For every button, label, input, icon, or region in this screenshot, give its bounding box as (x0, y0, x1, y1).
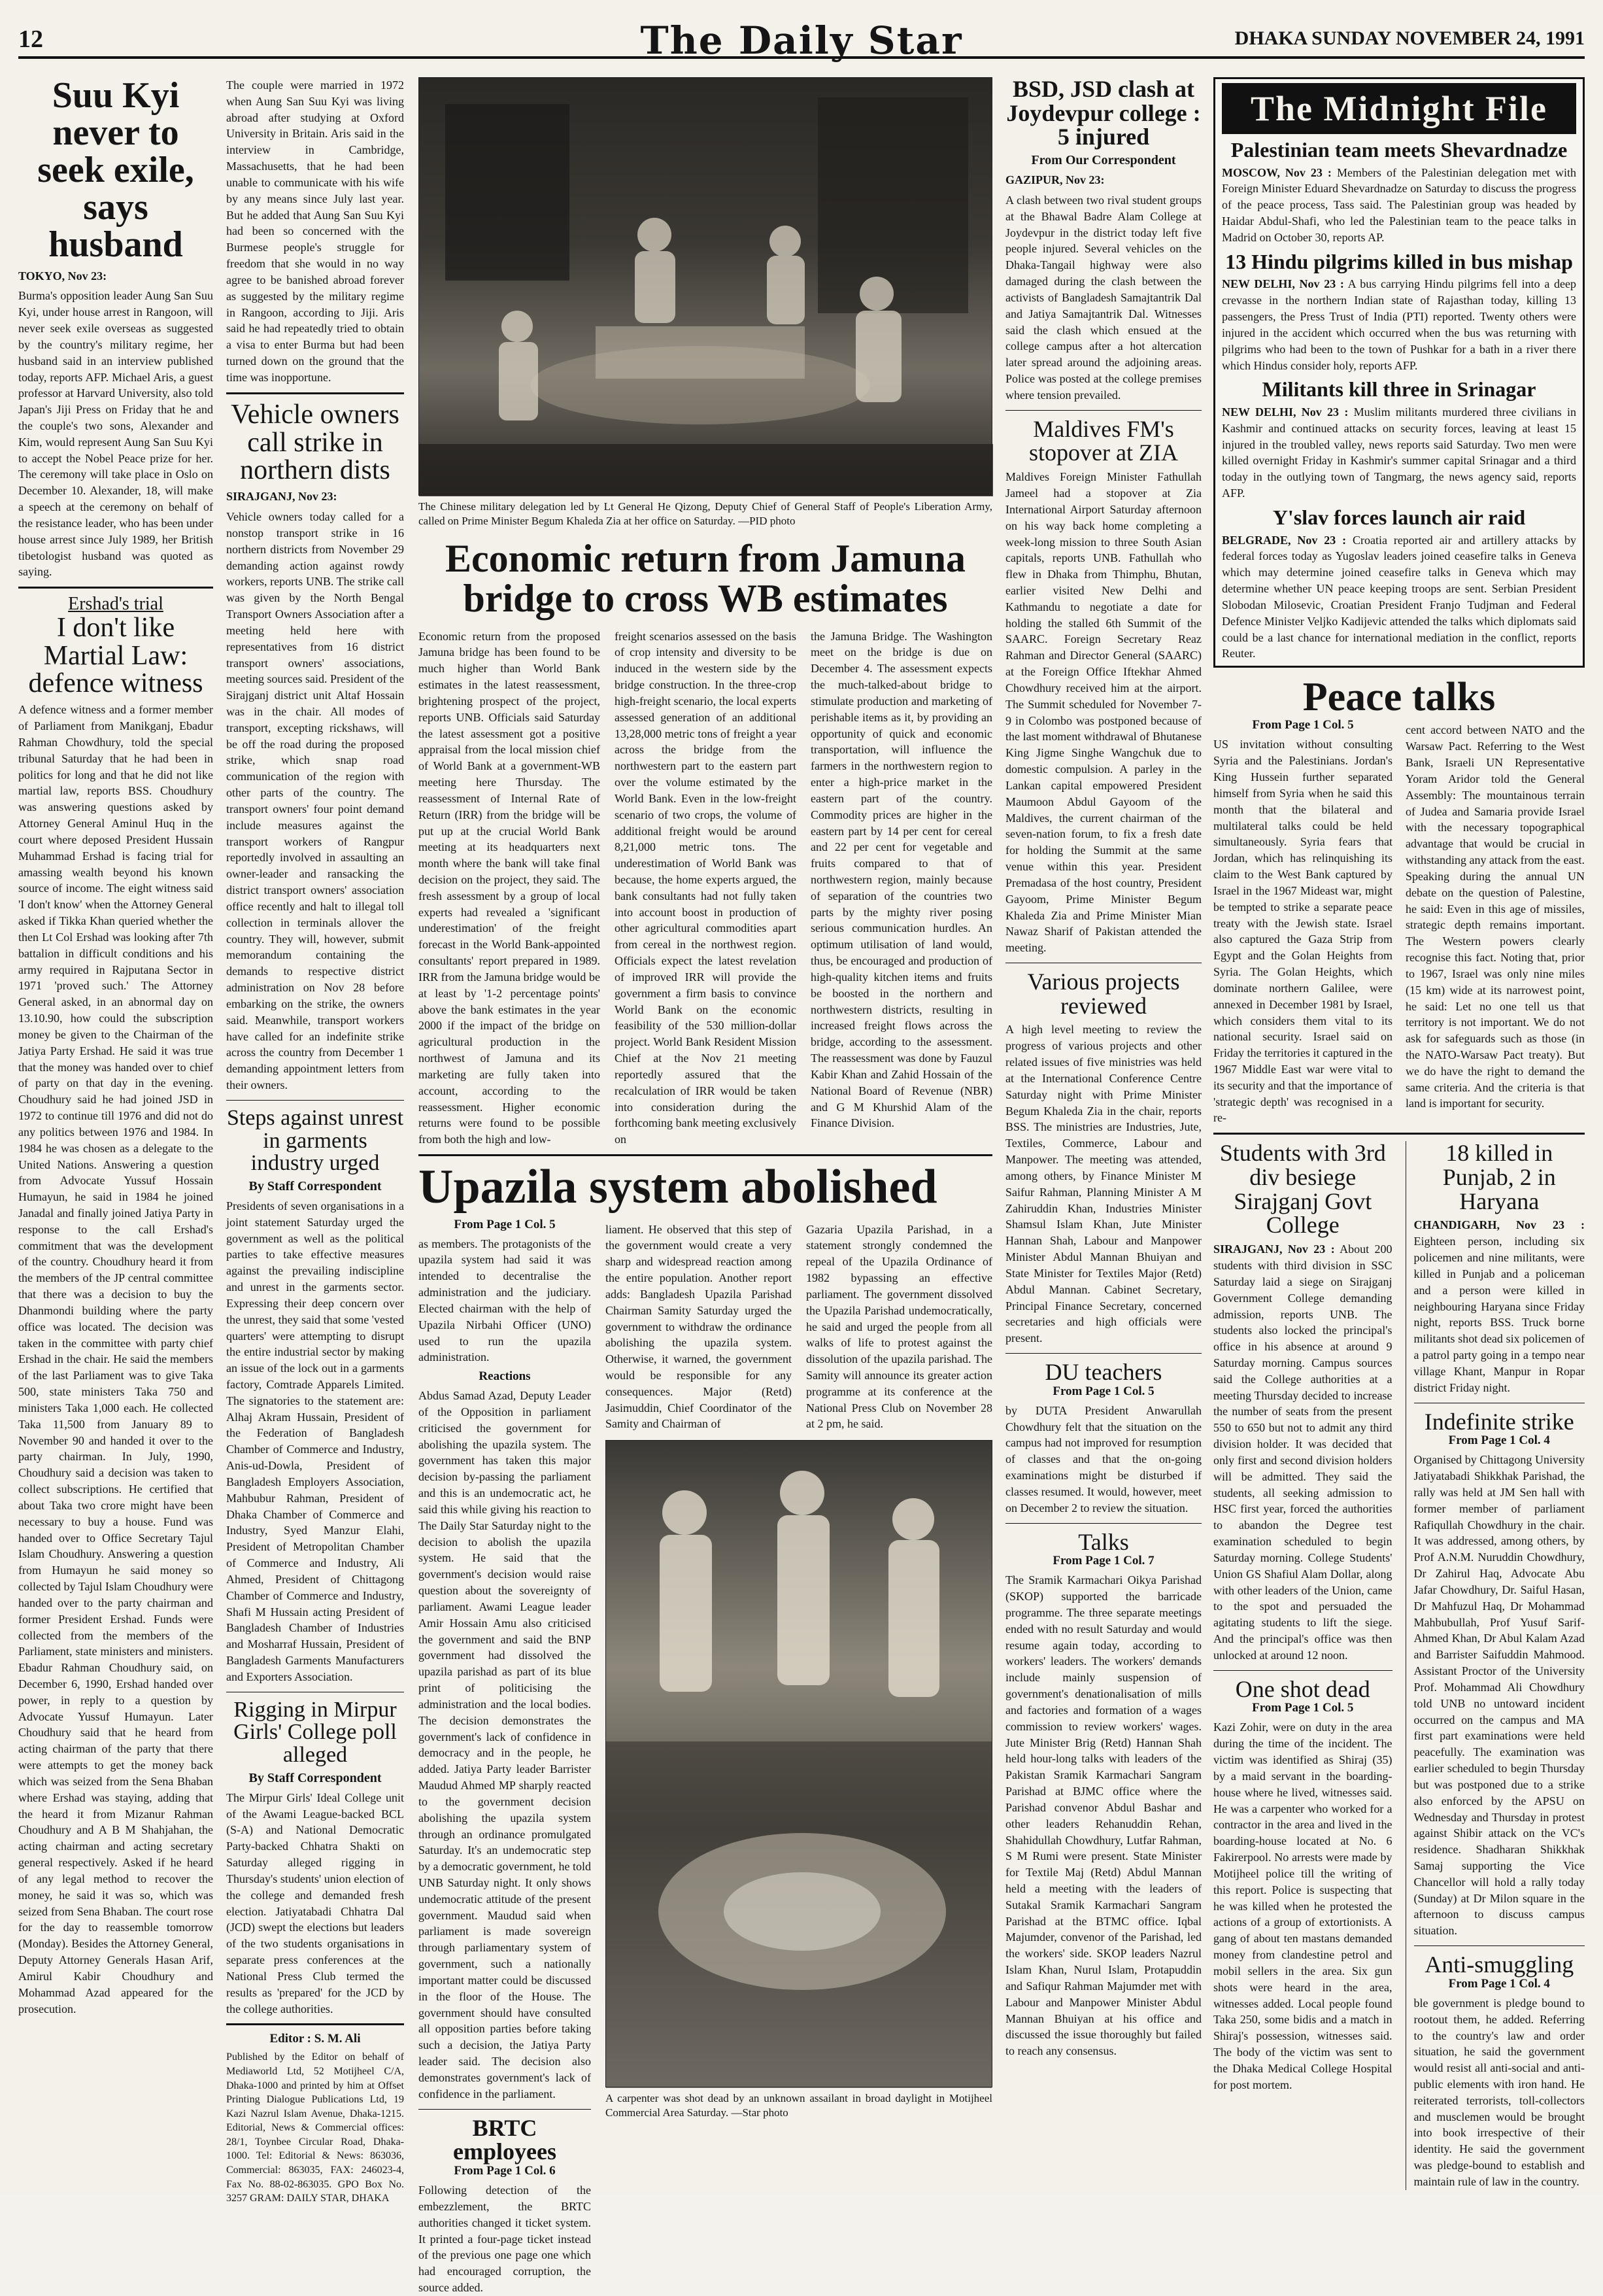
headline: Various projects reviewed (1027, 968, 1180, 1019)
article-body: cent accord between NATO and the Warsaw Pact. Referring to the West Bank, Israeli UN Representative Yoram Aridor told the General Assembly: The mountainous terrain of Judea and Samaria provide Israel with the necessary topographical advantage that would be crucial in withstanding any attack from the east. Speaking during the annual UN debate on the question of Palestine, he said: Even in this age of missiles, strategic depth remains important. The Western powers clearly recognise this fact. Noting that, prior to 1967, Israel was only nine miles (15 km) wide at its narrowest point, he said: Let no one tell us that territory is not important. We do not ask for safeguards such as those (in the NATO-Warsaw Pact treaty). But we do have the right to demand the same criteria. And the criteria is that land is important for security. (1406, 723, 1585, 1110)
carpenter-photo-art (606, 1441, 992, 2088)
upazila-column-1 (418, 1218, 591, 2296)
headline: BRTC employees (453, 2114, 556, 2165)
article-body: About 200 students with third division in SSC Saturday laid a siege on Sirajganj Government College demanding admission, reports UNB. The students also locked the principal's office in his absence at around 9 Saturday morning. Campus sources said the College authorities at a meeting Thursday decided to increase the number of seats from the present 550 to 650 but not to admit any third division holder. It was decided that only first and second division holders will be admitted. They said the students, all seeking admission to HSC first year, forced the authorities to abandon the Degree test examination scheduled to begin Saturday morning. College Students' Union GS Shafiul Alam Dollar, along with other leaders of the Union, came to the spot and persuaded the agitating students to lift the siege. And the principal's office was then unlocked at around 12 noon. (1213, 1242, 1392, 1662)
article-body: The Mirpur Girls' Ideal College unit of the Awami League-backed BCL (S-A) and National Democratic Party-backed Chhatra Shakti on Saturday alleged rigging in Thursday's students' union election of the college and demanded fresh election. Jatiyatabadi Chhatra Dal (JCD) swept the elections but leaders of the two students organisations in separate press conferences at the National Press Club termed the results as 'prepared' for the JCD by the college authorities. (226, 1791, 404, 2015)
jump-reference: From Page 1 Col. 5 (1252, 718, 1354, 732)
photo-carpenter (605, 1440, 992, 2087)
article-body: liament. He observed that this step of the government would create a very sharp and widespread reaction among the entire population. Another report adds: Bangladesh Upazila Parishad Chairman Samity Saturday urged the government to withdraw the ordinance abolishing the upazila system. Otherwise, it warned, the government would be responsible for any consequences. Major (Retd) Jasimuddin, Chief Coordinator of the Samity and Chairman of (605, 1222, 792, 1431)
headline: Y'slav forces launch air raid (1272, 505, 1526, 529)
lower-columns (1213, 1141, 1585, 2189)
divider (1005, 1523, 1202, 1524)
headline: Palestinian team meets Shevardnadze (1230, 138, 1568, 162)
article-body: The Sramik Karmachari Oikya Parishad (SKOP) supported the barricade programme. The three separate meetings ended with no result Saturday and would resume again today, according to workers' leaders. The workers' demands include mainly suspension of government's denationalisation of mills and factories and formation of a wages commission to review workers' wages. Jute Minister Brig (Retd) Hannan Shah held hour-long talks with leaders of the Pakistan Sramik Karmachari Sangram Parishad at BJMC office where the Parishad convenor Abdul Bashar and other leaders Rehanuddin Rehan, Shahidullah Chowdhury, Lutfar Rahman, S M Rumi were present. State Minister for Textile Maj (Retd) Abdul Mannan held a meeting with the leaders of Sutakal Sramik Karmachari Sangram Parishad at the BTMC office. Iqbal Majumder, convenor of the Parishad, led the workers' side. SKOP leaders Nazrul Islam Khan, Nurul Islam, Protapuddin and Safiqur Rahman Majumder met with Labour and Manpower Minister Abdul Mannan Bhuiyan at his office and discussed the issue thoroughly but failed to reach any consensus. (1005, 1573, 1202, 2058)
article-body: A high level meeting to review the progress of various projects and other related issues of five ministries was held at the International Conference Centre Saturday night with Prime Minister Begum Khaleda Zia in the chair, reports BSS. The ministries are Industries, Jute, Textiles, Commerce, Labour and Manpower. The meeting was attended, among others, by Finance Minister M Saifur Rahman, Planning Minister A M Zahiruddin Khan, Industries Minister Shamsul Islam Khan, Jute Minister Hannan Shah, Labour and Manpower Minister Abdul Mannan Bhuiyan and State Minister for Textiles Major (Retd) Abdul Mannan. Cabinet Secretary, Principal Finance Secretary, concerned secretaries and high officials were present. (1005, 1023, 1202, 1345)
divider (418, 2109, 591, 2110)
jump-reference: From Page 1 Col. 4 (1448, 1976, 1550, 1991)
divider (226, 2023, 404, 2025)
lower-right (1406, 1141, 1585, 2189)
column-1 (18, 77, 213, 2176)
headline: Militants kill three in Srinagar (1262, 377, 1536, 402)
divider (1213, 1670, 1392, 1671)
upazila-text-columns (605, 1218, 992, 1433)
byline: By Staff Correspondent (248, 1770, 382, 1785)
kicker: Ershad's trial (68, 594, 163, 615)
jump-reference: From Page 1 Col. 4 (1448, 1433, 1550, 1448)
jump-reference: From Page 1 Col. 5 (454, 1217, 556, 1231)
jump-reference: From Page 1 Col. 7 (1053, 1554, 1155, 1568)
article-body: US invitation without consulting Syria and the Palestinians. Jordan's King Hussein further separated himself from Syria when he said this month that the bilateral and multilateral talks could be held simultaneously. Syria fears that Jordan, which has relinquishing its claim to the West Bank captured by Israel in the 1967 Mideast war, might be tempted to strike a separate peace treaty with the Jewish state. Israel also captured the Gaza Strip from Egypt and the Golan Heights from Syria. The Golan Heights, which dominate northern Galilee, were annexed in December 1981 by Israel, which considers them vital to its national security. Israel said on Friday the territories it captured in the 1967 Middle East war were vital to its security and that the importance of 'strategic depth' was recognised in a re- (1213, 738, 1392, 1125)
headline: Maldives FM's stopover at ZIA (1029, 415, 1178, 466)
article-body: freight scenarios assessed on the basis of crop intensity and diversity to be induced in the western side by the bridge construction. In the three-crop high-freight scenario, the local experts assessed generation of an additional 13,28,000 metric tons of freight a year across the bridge from the northwestern part to the eastern part over the volume estimated by the World Bank. Even in the low-freight scenario of two crops, the volume of additional freight would be around 8,21,000 metric tons. The underestimation of World Bank was because, the home experts argued, the bank consultants had not fully taken into account boost in production of other agricultural commodities apart from cereal in the northwest region. Officials expect the latest revelation of improved IRR will provide the government a firm basis to convince World Bank on the economic feasibility of the 530 million-dollar project. World Bank Resident Mission Chief at the Nov 21 meeting reportedly assured that the recalculation of IRR would be taken into consideration during the forthcoming bank meeting exclusively on (615, 629, 796, 1146)
divider (418, 1154, 992, 1156)
headline: 13 Hindu pilgrims killed in bus mishap (1225, 249, 1573, 273)
article-body: Burma's opposition leader Aung San Suu Kyi, under house arrest in Rangoon, will never seek exile overseas as suggested by the country's military regime, her husband said in an interview published today, reports AFP. Michael Aris, a guest professor at Harvard University, also told Japan's Jiji Press on Friday that he and the couple's two sons, Alexander and Kim, would represent Aung San Suu Kyi to accept the Nobel Peace prize for her. The ceremony will take place in Oslo on December 10. Alexander, 18, will make a speech at the ceremony on behalf of the resistance leader, who has been under house arrest since July 1989, her British tibetologist husband was quoted as saying. (18, 289, 213, 579)
jump-reference: From Page 1 Col. 5 (1252, 1701, 1354, 1715)
issue-date: DHAKA SUNDAY NOVEMBER 24, 1991 (1234, 27, 1585, 49)
column-5 (1005, 77, 1202, 2176)
dateline: NEW DELHI, Nov 23 : (1222, 277, 1344, 291)
masthead (18, 18, 1585, 63)
headline: Talks (1078, 1528, 1129, 1555)
byline: From Our Correspondent (1031, 153, 1176, 168)
article-body: Croatia reported air and artillery attacks by federal forces today as Yugoslav leaders joined ceasefire talks in Geneva which may determine joined ceasefire talks in Geneva which may determine whether UN peace keeping troops are sent. Serbian President Slobodan Milosevic, Croatian President Franjo Tudjman and Federal Defence Minister Veljko Kadijevic attended the talks which diplomats said could be a last chance for international mediation in the conflict, reports Reuter. (1222, 533, 1577, 660)
headline: DU teachers (1045, 1359, 1162, 1386)
dateline: NEW DELHI, Nov 23 : (1222, 405, 1349, 419)
divider (226, 392, 404, 394)
upazila-right (605, 1218, 992, 2296)
article-body: A bus carrying Hindu pilgrims fell into a deep crevasse in the northern Indian state of Rajasthan today, killing 13 passengers, the Press Trust of India (PTI) reported. Twenty others were injured in the accident which occurred when the bus was returning with pilgrims who had been to the town of Pushkar for a bath in a river there which Hindus consider holy, reports AFP. (1222, 277, 1576, 372)
lead-headline: Economic return from Jamuna bridge to cross WB estimates (445, 537, 966, 621)
column-6 (1213, 77, 1585, 2188)
divider (1005, 410, 1202, 411)
article-body: Organised by Chittagong University Jatiyatabadi Shikkhak Parishad, the rally was held at JM Sen hall with former member of parliament Rafiqullah Chowdhury in the chair. It was addressed, among others, by Prof A.N.M. Nuruddin Chowdhury, Dr Zahirul Haq, Advocate Abu Jafar Chowdhury, Dr. Saiful Hasan, Dr Mahfuzul Haq, Dr Mohammad Mahbubullah, Prof Yusuf Sarif-Ahmed Khan, Dr Abul Kalam Azad and Barrister Saifuddin Mahmood. Assistant Proctor of the University Prof. Mohammad Ali Chowdhury told UNB no untoward incident occurred on the campus and MA first part examinations were held peacefully. The examination was earlier scheduled to begin Thursday but was postponed due to a strike also enforced by the APSU on Wednesday and Thursday in protest against Shibir attack on the VC's residence. Shadharan Shikkhak Samaj supporting the Vice Chancellor will hold a rally today (Sunday) at Dr Milon square in the afternoon to discuss campus situation. (1413, 1453, 1585, 1938)
article-body: Maldives Foreign Minister Fathullah Jameel had a stopover at Zia International Airport Saturday afternoon on his way back home completing a week-long mission to three South Asian capitals, reports UNB. Fathullah who flew in Dhaka from Thimphu, Bhutan, earlier visited New Delhi and Kathmandu to negotiate a date for holding the stalled 6th Summit of the SAARC. Foreign Secretary Reaz Rahman and Director General (SAARC) at the Foreign Office Iftekhar Ahmed Chowdhury received him at the airport. The Summit scheduled for November 7-9 in Colombo was postponed because of the last moment withdrawal of Bhutanese King Jigme Singhe Wangchuk due to domestic compulsion. A parley in the Lankan capital empowered President Maumoon Abdul Gayoom of the Maldives, the current chairman of the seven-nation forum, to fix a fresh date for holding the Summit at the same venue within this year. President Premadasa of the host country, President Gayoom, Prime Minister Begum Khaleda Zia and Prime Minister Mian Nawaz Sharif of Pakistan attended the meeting. (1005, 470, 1202, 955)
article-body: Gazaria Upazila Parishad, in a statement strongly condemned the repeal of the Upazila Ordinance of 1982 bypassing an effective parliament. The government dissolved the Upazila Parishad undemocratically, he said and urged the people from all walks of life to protest against the dissolution of the upazila parishad. The Samity will announce its greater action programme at its conference at the National Press Club on November 28 at 2 pm, he said. (806, 1222, 992, 1431)
divider (226, 1100, 404, 1101)
dateline: SIRAJGANJ, Nov 23: (226, 490, 337, 504)
article-body: A defence witness and a former member of Parliament from Manikganj, Ebadur Rahman Chowdhury, told the special tribunal Saturday that he had been in politics for long and that he did not like martial law, reports BSS. Choudhury was answering questions asked by Attorney General Aminul Huq in the court where deposed President Hussain Muhammad Ershad is facing trial for amassing wealth beyond his known source of income. The eight witness said 'I don't know' when the Attorney General asked if Tikka Khan queried whether the then Lt Col Ershad was looking after 7th battalion in difficult conditions and his army required in Rajputana Sector in 1971 'proved such.' The Attorney General asked, in an abnormal day on 13.10.90, how could the subscription money be given to the Chairman of the Jatiya Party Ershad. He said it was true that the money was handed over to chief of party on that day in the evening. Choudhury said he had joined JSD in 1972 to continue till 1976 and did not do any politics between 1976 and 1984. In 1984 he was chosen as a delegate to the United Nations. Answering a question from Advocate Yussuf Hossain Humayun, he said in 1984 he joined Janadal and finally joined Jatiya Party in response to the call Ershad's commitment that was the development of the country. Choudhury heard it from the members of the JP central committee that there was a decision to buy the Dhanmondi building where the party office was located. The decision was taken in the committee with party chief Ershad in the chair. He said the members of the last Parliament was to give Taka 500, state ministers Taka 750 and ministers Taka 1,000 each. He collected Taka 11,500 from January 89 to November 90 and handed it over to the party chairman. In July, 1990, Choudhury said a decision was taken to collect subscriptions. He certified that about Taka two crore might have been necessary to buy a house. Fund was handed over to Office Secretary Tajul Islam Choudhury. Answering a question from Humayun he said money so collected by Tajul Islam Choudhury were handed over to the party chairman and former President Ershad. Funds were collected from the members of the Parliament, state ministers and ministers. Ebadur Rahman Choudhury said, on December 6, 1990, Ershad handed over power, in reply to a question by Advocate Yussuf Humayun. Later Choudhury said that he heard from acting chairman of the party that there were attempts to get the money back which was seized from the Sena Bhaban where Ershad was staying, adding that the heard it from Mizanur Rahman Choudhury and A B M Shahjahan, the acting chairman and acting secretary general respectively. Asked if he heard of any legal method to recover the money, he said it was so, which was seized from Sena Bhaban. The court rose for the day to reassemble tomorrow (Monday). Besides the Attorney General, Deputy Attorney Generals Hasan Arif, Amirul Kabir Choudhury and Mohammad Azad appeared for the prosecution. (18, 703, 213, 2015)
headline: Students with 3rd div besiege Sirajganj Govt College (1219, 1140, 1386, 1239)
lower-left (1213, 1141, 1392, 2189)
article-body: the Jamuna Bridge. The Washington meet on the bridge is due on December 4. The assessment expects the much-talked-about bridge to stimulate production and marketing of perishable items as it, by providing an opportunity of quick and economic transportation, will influence the farmers in the northwestern region to enter a high-price market in the eastern part of the country. Commodity prices are higher in the eastern part by 14 per cent for cereal and 22 per cent for vegetable and fruits compared to that of northwestern region, mainly because of separation of the countries two parts by the mighty river posing serious communication hurdles. An optimum utilisation of land would, thus, be encouraged and production of high-quality kitchen items and fruits be boosted in the northern and northwestern districts, resulting in increased freight flows across the bridge, according to the assessment. The reassessment was done by Fauzul Kabir Khan and Zahid Hossain of the National Board of Revenue (NBR) and G M Khurshid Alam of the Finance Division. (811, 629, 992, 1130)
delegation-photo-art (419, 78, 993, 496)
article-body: Economic return from the proposed Jamuna bridge has been found to be much higher than World Bank estimates in the latest reassessment, brightening prospect of the project, reports UNB. Officials said Saturday the latest assessment got a positive appraisal from the local mission chief of World Bank at a government-WB meeting here Thursday. The reassessment of Internal Rate of Return (IRR) from the bridge will be put up at the crucial World Bank meeting at its headquarters next month where the bank will take final decision on the project, they said. The fresh assessment by a group of local experts had revealed a 'significant underestimation' of the freight forecast in the World Bank-appointed consultants' report prepared in 1989. IRR from the Jamuna bridge would be at least by '1-2 percentage points' above the bank estimates in the year 2000 if the impact of the bridge on agricultural production in the northwest of Jamuna and its marketing are fully taken into account, according to the reassessment. Higher economic returns were found to be possible from both the high and low- (418, 629, 600, 1146)
divider (1005, 1353, 1202, 1354)
article-body: Presidents of seven organisations in a joint statement Saturday urged the government as well as the political parties to take effective measures against the prevailing indiscipline and unrest in the garments sector. Expressing their deep concern over the unrest, they said that some 'vested quarters' were attempting to disrupt the entire industrial sector by making an issue of the lock out in a garments factory, Comtrade Apparels Limited. The signatories to the statement are: Alhaj Akram Hussain, President of the Federation of Bangladesh Chamber of Commerce and Industry, Anis-ud-Dowla, President of Bangladesh Employers Association, Mahbubur Rahman, President of Dhaka Chamber of Commerce and Industry, Syed Manzur Elahi, President of Metropolitan Chamber of Commerce and Industry, Ali Ahmed, President of Chittagong Chamber of Commerce and Industry, Shafi M Hussain acting President of Bangladesh Chamber of Industries and Mosharraf Hussain, President of Bangladesh Garments Manufacturers and Exporters Association. (226, 1199, 404, 1683)
headline: 18 killed in Punjab, 2 in Haryana (1442, 1140, 1556, 1214)
divider (1213, 1133, 1585, 1135)
article-body: as members. The protagonists of the upazila system had said it was intended to decentralise the administration and the judiciary. Elected chairman with the help of Upazila Nirbahi Officer (UNO) used to run the upazila administration. (418, 1237, 591, 1364)
article-body: Eighteen person, including six policemen and nine militants, were killed in Punjab and a policeman and a person were killed in neighbouring Haryana since Friday night, reports BSS. Truck borne militants shot dead six policemen of a patrol party going in a tempo near village Khant, Manpur in Ropar district Friday night. (1413, 1235, 1585, 1394)
photo-caption: The Chinese military delegation led by Lt General He Qizong, Deputy Chief of General Staff of People's Liberation Army, called on Prime Minister Begum Khaleda Zia at her office on Saturday. —PID photo (418, 500, 992, 528)
article-body: The couple were married in 1972 when Aung San Suu Kyi was living abroad after studying at Oxford University in Britain. Aris said in the interview in Cambridge, Massachusetts, that he had been unable to communicate with his wife by any means since July last year. But he added that Aung San Suu Kyi had been so concerned with the Burmese people's struggle for freedom that she would in no way agree to be banished abroad forever as suggested by the military regime in Rangoon, according to Jiji. Aris said he had repeatedly tried to obtain a visa to enter Burma but had been turned down on the ground that the time was inopportune. (226, 78, 404, 384)
headline: BSD, JSD clash at Joydevpur college : 5 injured (1006, 76, 1201, 150)
headline: I don't like Martial Law: defence witness (28, 612, 203, 699)
headline: One shot dead (1235, 1675, 1370, 1702)
jump-reference: From Page 1 Col. 6 (454, 2164, 556, 2178)
article-body: Following detection of the embezzlement, the BRTC authorities changed it ticket system. It printed a four-page ticket instead of the previous one page one which had encouraged corruption, the source added. (418, 2184, 591, 2294)
lead-columns (418, 625, 992, 1148)
center-block (418, 77, 992, 2294)
article-body: ble government is pledge bound to rootout them, he added. Referring to the country's law and order situation, he said the government would resist all anti-social and anti-public elements with iron hand. He reiterated terrorists, toll-collectors and musclemen would be brought into book irrespective of their identity. He said the government was pledge-bound to establish and maintain rule of law in the country. (1413, 1996, 1585, 2188)
photo-delegation (418, 77, 992, 496)
divider (1414, 1945, 1585, 1946)
editor-line: Editor : S. M. Ali (269, 2032, 361, 2046)
headline: Steps against unrest in garments industry urged (226, 1105, 404, 1176)
subhead: Reactions (479, 1369, 531, 1384)
dateline: MOSCOW, Nov 23 : (1222, 165, 1332, 179)
divider (18, 587, 213, 589)
headline: Rigging in Mirpur Girls' College poll alleged (233, 1697, 397, 1768)
dateline: BELGRADE, Nov 23 : (1222, 533, 1347, 547)
page-number: 12 (18, 26, 43, 53)
article-body: Kazi Zohir, were on duty in the area during the time of the incident. The victim was identified as Shiraj (35) by a maid servant in the boarding-house where he lived, witnesses said. He was a carpenter who worked for a contractor in the area and lived in the boarding-house located at No. 6 Fakirerpool. No arrests were made by Motijheel police till the writing of this report. Police is suspecting that he was killed when he protested the actions of a group of extortionists. A gang of about ten mastans demanded money from clandestine petrol and mobil sellers in the area. Six gun shots were heard in the area, witnesses added. Local people found Taka 250, some bidis and a match in Shiraj's possession, witnesses said. The body of the victim was sent to the Dhaka Medical College Hospital for post mortem. (1213, 1721, 1392, 2091)
jump-reference: From Page 1 Col. 5 (1053, 1384, 1155, 1398)
dateline: SIRAJGANJ, Nov 23 : (1213, 1242, 1335, 1256)
article-body: by DUTA President Anwarullah Chowdhury felt that the situation on the campus had not improved for resumption of classes and that the on-going examinations might be disturbed if classes resumed. It would, however, meet on December 2 to review the situation. (1005, 1403, 1202, 1515)
article-body: Abdus Samad Azad, Deputy Leader of the Opposition in parliament criticised the government for abolishing the upazila system. The government has taken this major decision by-passing the parliament and this is an undemocratic act, he said this while giving his reaction to The Daily Star Saturday night to the decision to abolish the upazila system. He said that the government's decision would raise question about the sovereignty of parliament. Awami League leader Amir Hossain Amu also criticised the government and said the BNP government had dissolved the upazila parishad as part of its blue print of politicising the administration and the local bodies. The decision demonstrates the government's lack of confidence in democracy and in the people, he added. Jatiya Party leader Barrister Maudud Ahmed MP sharply reacted to the government decision abolishing the upazila system through an ordinance promulgated Saturday. It's an undemocratic step by a democratic government, he told UNB Saturday night. It only shows undemocratic attitude of the present government. Maudud said when parliament is made sovereign through parliamentary system of government, such a nationally important matter could be discussed in the floor of the House. The government should have consulted all opposition parties before taking such a decision, the Jatiya Party leader said. The decision also demonstrates government's lack of confidence in the parliament. (418, 1389, 591, 2100)
dateline: CHANDIGARH, Nov 23 : (1413, 1218, 1585, 1232)
photo-caption: A carpenter was shot dead by an unknown assailant in broad daylight in Motijheel Commercial Area Saturday. —Star photo (605, 2092, 992, 2119)
dateline: GAZIPUR, Nov 23: (1005, 173, 1105, 187)
headline: Vehicle owners call strike in northern dists (231, 399, 399, 486)
headline: Anti-smuggling (1425, 1951, 1574, 1978)
article-body: Members of the Palestinian delegation met with Foreign Minister Eduard Shevardnadze on Saturday to discuss the progress of the peace process, Tass said. The Palestinian group was headed by Haidar Abdul-Shafi, who led the Palestinian team to the peace talks in Madrid on October 30, reports AP. (1222, 165, 1577, 244)
article-body: Muslim militants murdered three civilians in Kashmir and continued attacks on security forces, leaving at least 15 injured in the troubled valley, news reports said Saturday. Two men were killed overnight Friday in Kashmir's summer capital Srinagar and a third today in the outlying town of Tangmarg, the news agency said, reports AFP. (1222, 405, 1576, 500)
midnight-file-box (1213, 77, 1585, 668)
headline: Suu Kyi never to seek exile, says husband (37, 75, 194, 266)
byline: By Staff Correspondent (248, 1178, 382, 1193)
upazila-headline: Upazila system abolished (418, 1160, 937, 1214)
imprint: Published by the Editor on behalf of Mediaworld Ltd, 52 Motijheel C/A, Dhaka-1000 and printed by him at Offset Printing Dialogue Publications Ltd, 19 Kazi Nazrul Islam Avenue, Dhaka-1215. Editorial, News & Commercial offices: 28/1, Toynbee Circular Road, Dhaka-1000. Tel: Editorial & News: 863036, Commercial: 863035, FAX: 246023-4, Fax No. 88-02-863035. GPO Box No. 3257 GRAM: DAILY STAR, DHAKA (226, 2051, 404, 2204)
headline: Peace talks (1302, 675, 1496, 720)
peace-talks-columns (1213, 718, 1585, 1126)
upazila-area (418, 1218, 992, 2296)
article-body: Vehicle owners today called for a nonstop transport strike in 16 northern districts from November 29 demanding action against rowdy workers, reports UNB. The strike call was given by the North Bengal Transport Owners Association after a meeting held here with representatives from 16 district transport owners' associations, meeting sources said. President of the Sirajganj district unit Altaf Hossain was in the chair. All modes of transport, excepting rickshaws, will be off the road during the proposed strike, which snap road communication of the region with other parts of the country. The transport owners' four point demand include measures against the transport workers of Rangpur reportedly involved in assaulting an owner-leader and ransacking the district transport owners' association office recently and halt to illegal toll collection in terminals allover the country. They will, however, submit memorandum containing the demands to respective district administration on Nov 28 before embarking on the strike, the owners said. Meanwhile, transport workers have called for an indefinite strike across the country from December 1 demanding appointment letters from their owners. (226, 510, 404, 1092)
dateline: TOKYO, Nov 23: (18, 269, 107, 283)
paper-title: The Daily Star (640, 18, 963, 63)
midnight-file-banner: The Midnight File (1222, 83, 1576, 134)
column-2 (226, 77, 404, 2204)
headline: Indefinite strike (1424, 1408, 1574, 1435)
article-body: A clash between two rival student groups at the Bhawal Badre Alam College at Joydevpur in the district today left five people injured. Several vehicles on the Dhaka-Tangail highway were also damaged during the clash between the activists of Bangladesh Samajtantrik Dal and Jatiya Samajtantrik Dal. Witnesses said the clash which ensued at the college campus after a hot altercation later spread around the adjoining areas. Police was posted at the college premises where tension prevailed. (1005, 193, 1202, 402)
